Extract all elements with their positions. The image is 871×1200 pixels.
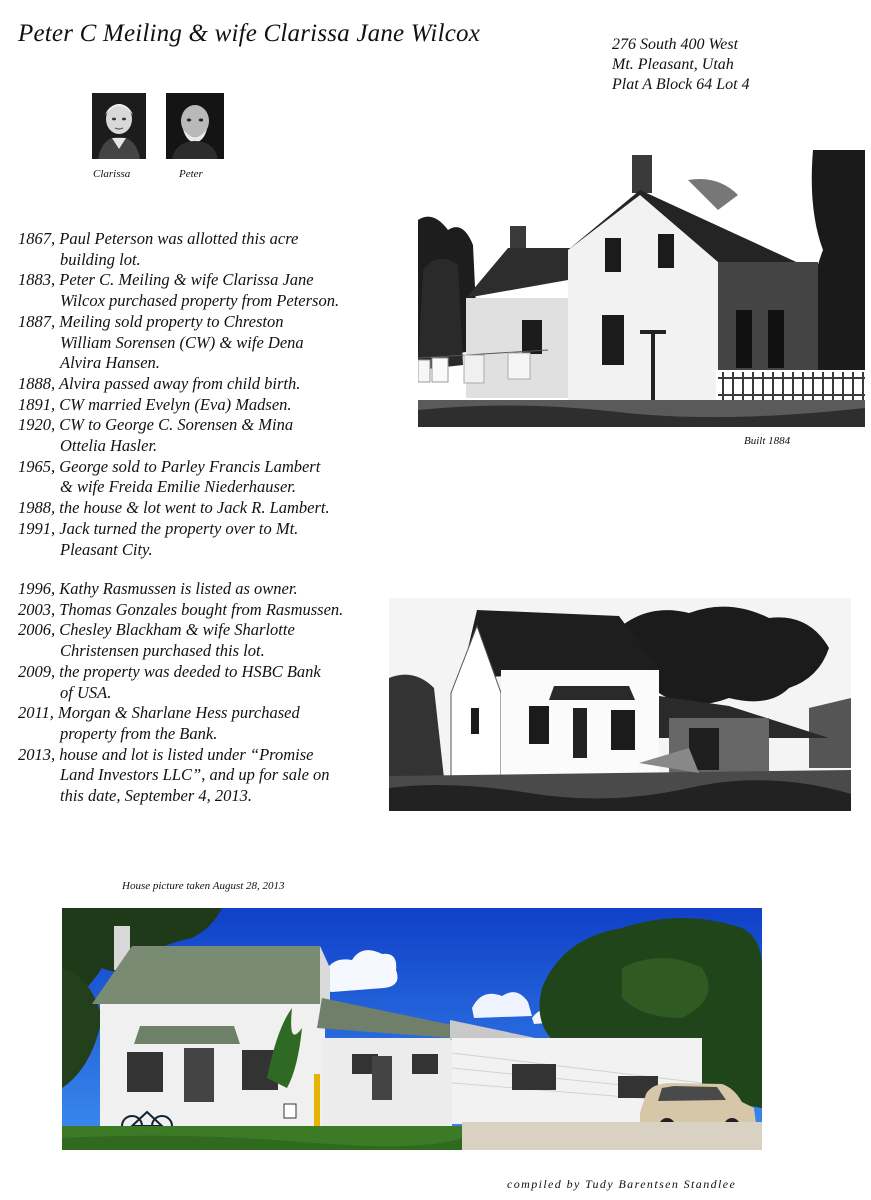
- timeline-entry: [18, 662, 343, 703]
- timeline-entry: [18, 745, 343, 807]
- property-address: [612, 35, 750, 95]
- timeline-entry: [18, 312, 339, 374]
- timeline-entry: [18, 270, 339, 311]
- timeline-entry-continuation: William Sorensen (CW) & wife Dena: [60, 332, 304, 352]
- timeline-entry-text: 1891, CW married Evelyn (Eva) Madsen.: [18, 394, 292, 414]
- timeline-entry-continuation: Alvira Hansen.: [60, 353, 160, 373]
- timeline-entry-text: 1883, Peter C. Meiling & wife Clarissa Jane: [18, 270, 314, 290]
- clarissa-caption: Clarissa: [93, 168, 131, 180]
- timeline-entry-continuation: of USA.: [60, 682, 112, 702]
- timeline-entry: [18, 415, 339, 456]
- timeline-entry-text: 2011, Morgan & Sharlane Hess purchased: [18, 703, 300, 723]
- page-title: Peter C Meiling & wife Clarissa Jane Wilcox: [18, 20, 481, 47]
- timeline-entry: [18, 395, 339, 416]
- sketch-house-photo: [389, 598, 851, 811]
- address-line: Plat A Block 64 Lot 4: [612, 76, 750, 93]
- timeline-entry: [18, 374, 339, 395]
- timeline-entry-text: 1867, Paul Peterson was allotted this acre: [18, 229, 299, 248]
- timeline-entry-text: 1996, Kathy Rasmussen is listed as owner.: [18, 579, 298, 598]
- timeline-entry: [18, 519, 339, 560]
- timeline-entry-continuation: this date, September 4, 2013.: [60, 786, 253, 806]
- timeline-entry: [18, 457, 339, 498]
- compiler-credit: compiled by Tudy Barentsen Standlee: [507, 1177, 737, 1191]
- timeline-entry-continuation: & wife Freida Emilie Niederhauser.: [60, 477, 297, 497]
- timeline-entry-continuation: building lot.: [60, 249, 141, 269]
- modern-house-photo: [62, 908, 762, 1150]
- timeline-entry-continuation: Pleasant City.: [60, 539, 153, 559]
- timeline-entry-text: 1920, CW to George C. Sorensen & Mina: [18, 415, 294, 435]
- ownership-timeline-late: [18, 579, 343, 807]
- timeline-entry-continuation: Land Investors LLC”, and up for sale on: [60, 765, 330, 785]
- peter-caption: Peter: [179, 168, 203, 180]
- ownership-timeline-early: [18, 229, 339, 560]
- timeline-entry: [18, 600, 343, 621]
- timeline-entry-text: 1888, Alvira passed away from child birth.: [18, 373, 301, 393]
- timeline-entry-continuation: Ottelia Hasler.: [60, 436, 158, 456]
- timeline-entry-continuation: Christensen purchased this lot.: [60, 641, 265, 661]
- address-line: Mt. Pleasant, Utah: [612, 56, 734, 73]
- timeline-entry-continuation: property from the Bank.: [60, 723, 218, 743]
- timeline-entry-text: 1991, Jack turned the property over to Mt.: [18, 518, 299, 538]
- timeline-entry: [18, 229, 339, 270]
- timeline-entry: [18, 498, 339, 519]
- modern-photo-caption: House picture taken August 28, 2013: [122, 880, 285, 892]
- timeline-entry: [18, 579, 343, 600]
- timeline-entry-text: 1887, Meiling sold property to Chreston: [18, 311, 284, 331]
- timeline-entry-text: 2003, Thomas Gonzales bought from Rasmussen.: [18, 599, 344, 619]
- peter-portrait: [166, 93, 224, 159]
- timeline-entry-continuation: Wilcox purchased property from Peterson.: [60, 291, 340, 311]
- timeline-entry-text: 2009, the property was deeded to HSBC Bank: [18, 661, 321, 681]
- timeline-entry: [18, 703, 343, 744]
- address-line: 276 South 400 West: [612, 36, 739, 53]
- timeline-entry-text: 2006, Chesley Blackham & wife Sharlotte: [18, 620, 295, 640]
- timeline-entry-text: 2013, house and lot is listed under “Promise: [18, 744, 314, 764]
- clarissa-portrait: [92, 93, 146, 159]
- historic-house-photo: [418, 150, 865, 427]
- timeline-entry: [18, 620, 343, 661]
- timeline-entry-text: 1988, the house & lot went to Jack R. Lambert.: [18, 498, 330, 518]
- built-caption: Built 1884: [744, 435, 791, 447]
- timeline-entry-text: 1965, George sold to Parley Francis Lambert: [18, 456, 321, 476]
